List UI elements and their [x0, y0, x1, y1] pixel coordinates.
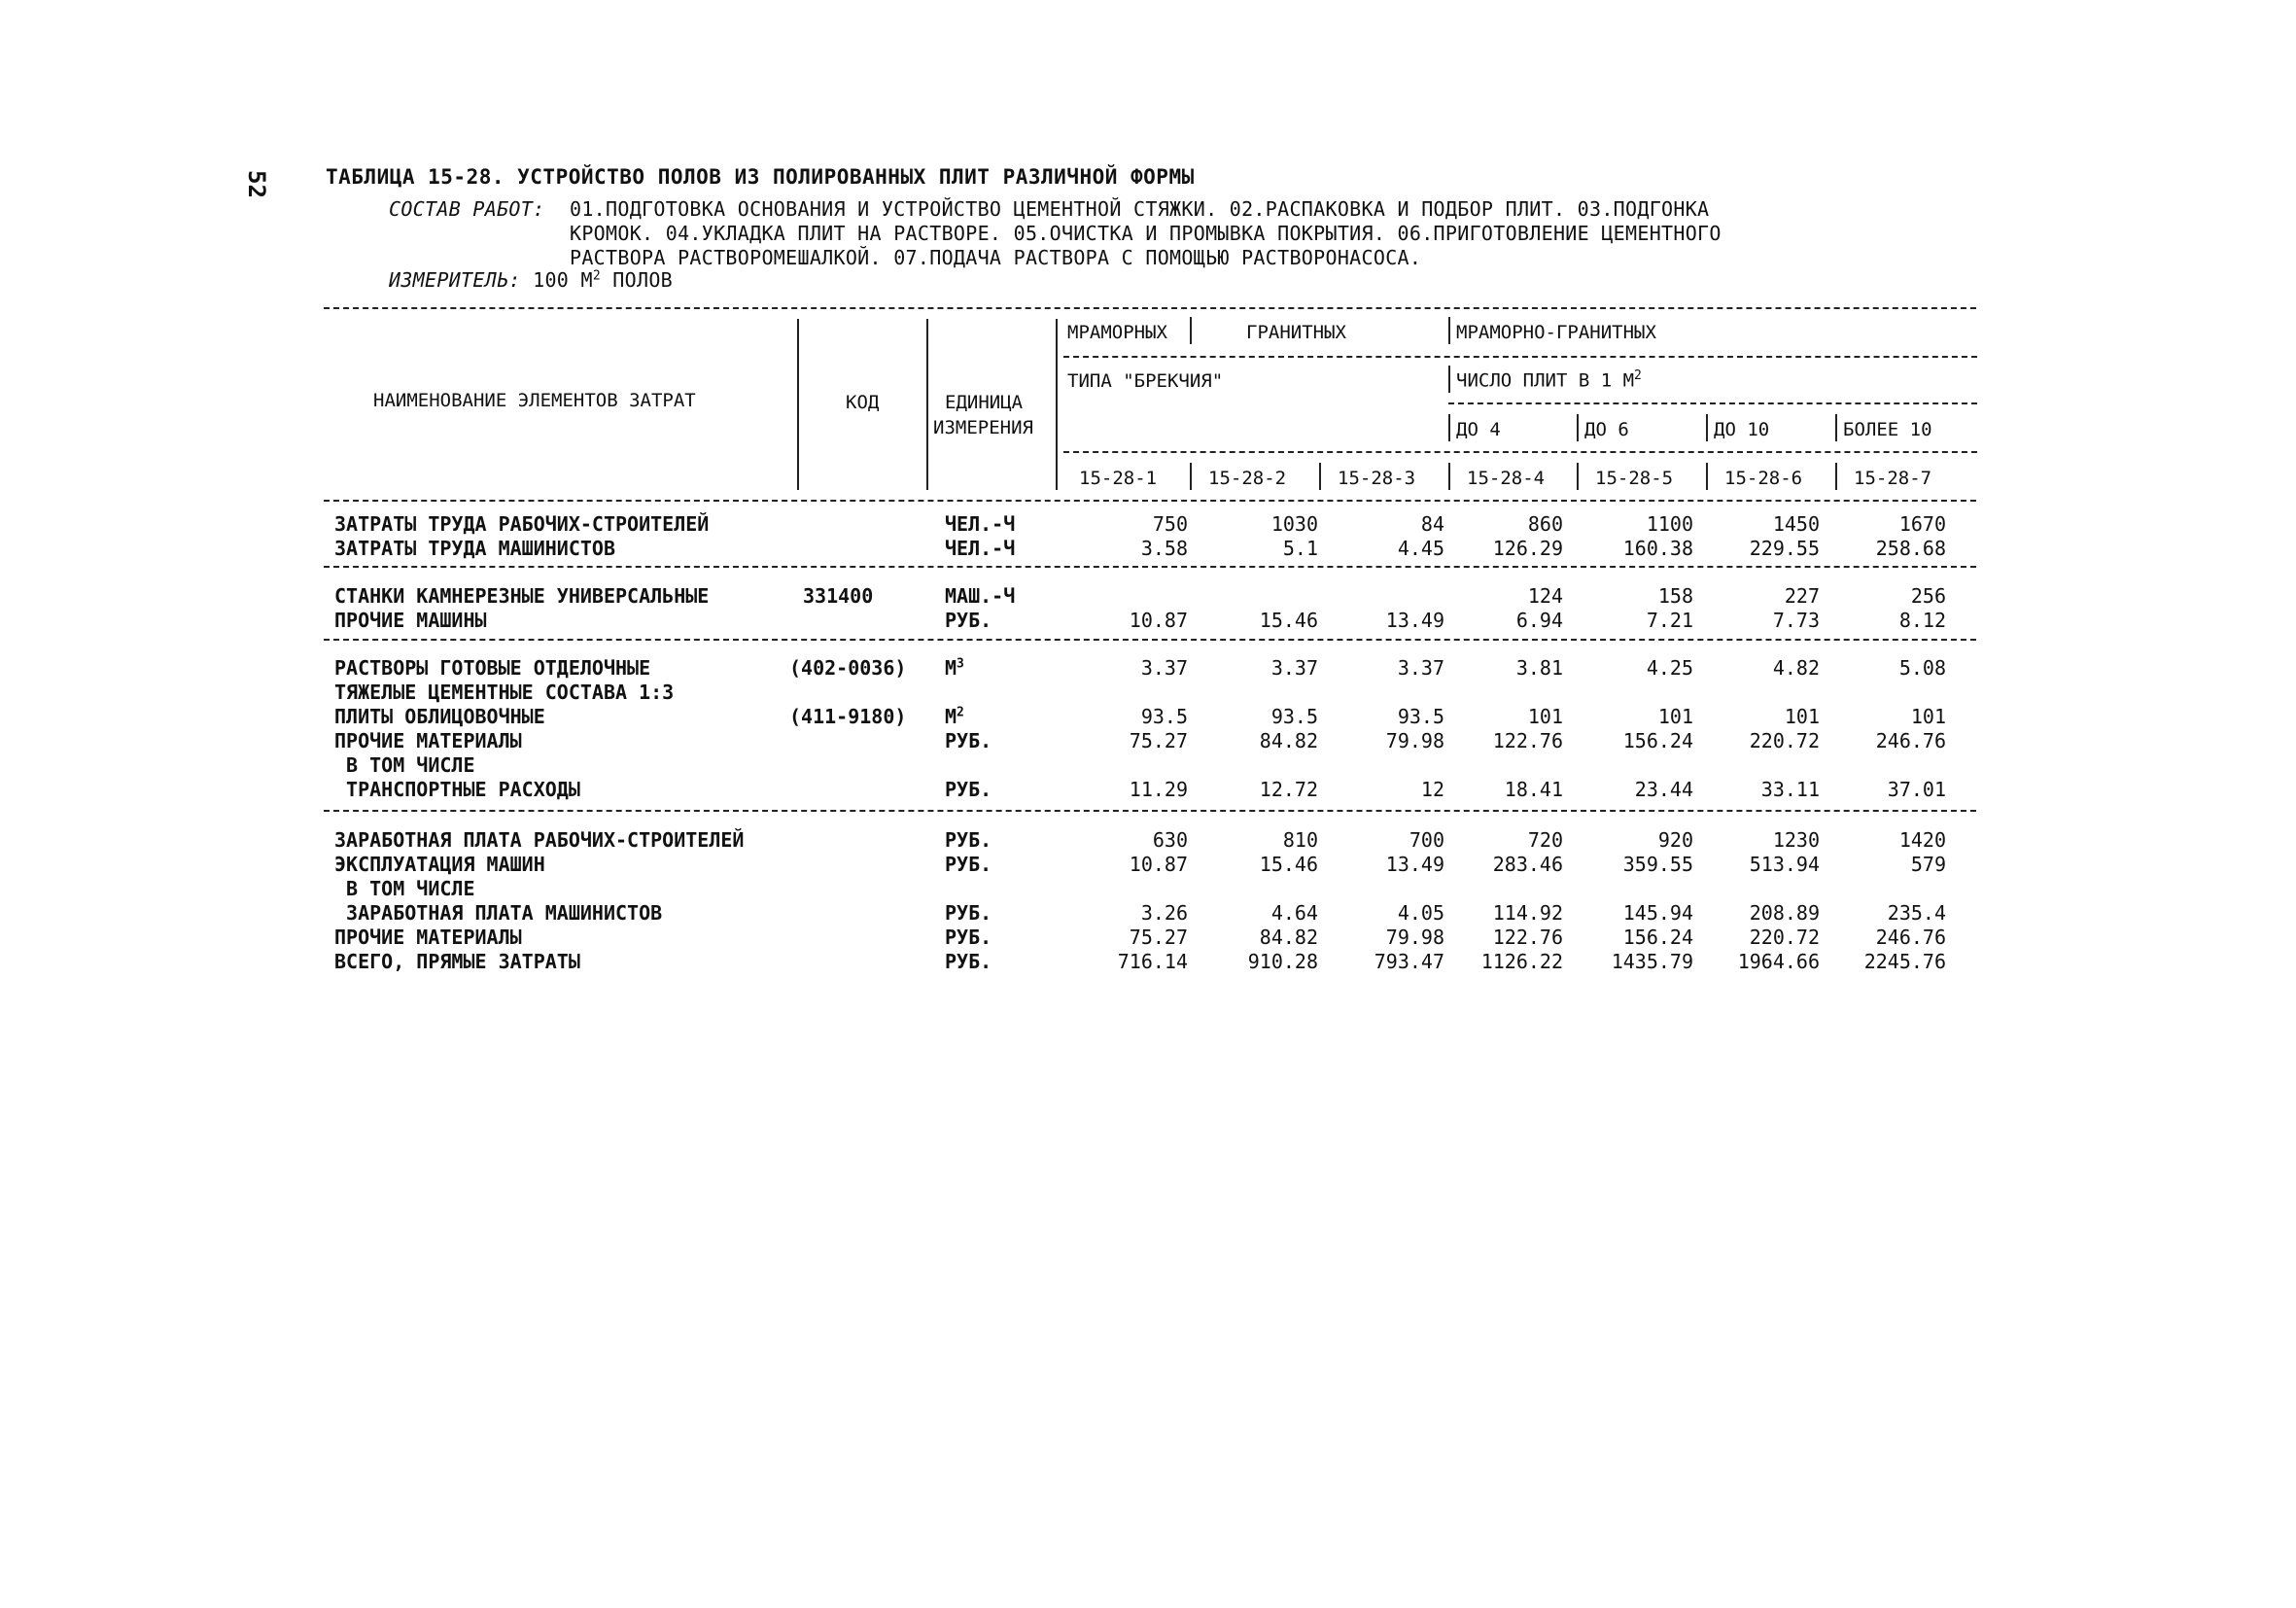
row-value: 12: [1420, 778, 1444, 801]
row-value: 810: [1282, 828, 1318, 852]
row-unit: [945, 828, 991, 852]
row-value: 13.49: [1385, 609, 1444, 632]
header-vline-r2: [1577, 414, 1579, 441]
row-value: 1670: [1898, 512, 1946, 536]
group-separator: [324, 810, 1976, 812]
group-separator: [324, 639, 1976, 641]
row-value: 93.5: [1270, 705, 1318, 728]
header-vline-marble: [1190, 317, 1192, 344]
header-plates-count: [1456, 368, 1642, 391]
header-vline-c2: [1190, 463, 1192, 490]
row-value: 359.55: [1622, 853, 1693, 876]
row-value: 1435.79: [1611, 950, 1693, 973]
row-value: 910.28: [1247, 950, 1318, 973]
row-value: 101: [1910, 705, 1946, 728]
row-value: 4.05: [1397, 901, 1444, 925]
row-value: 1450: [1772, 512, 1820, 536]
row-code: 331400: [803, 584, 874, 608]
header-range-2: ДО 6: [1584, 419, 1629, 440]
row-unit-text: ЧЕЛ.-Ч: [945, 537, 1016, 560]
row-value: 10.87: [1129, 853, 1188, 876]
row-value: 246.76: [1875, 926, 1946, 949]
row-unit-text: РУБ.: [945, 828, 992, 852]
row-value: 256: [1910, 584, 1946, 608]
row-value: 84.82: [1259, 926, 1318, 949]
row-code: (402-0036): [789, 656, 907, 680]
row-value: 229.55: [1749, 537, 1820, 560]
row-value: 258.68: [1875, 537, 1946, 560]
row-value: 4.82: [1772, 656, 1820, 680]
header-vline-unit: [1056, 319, 1058, 490]
header-granite: ГРАНИТНЫХ: [1246, 322, 1346, 343]
row-name: ЗАРАБОТНАЯ ПЛАТА МАШИНИСТОВ: [334, 901, 663, 925]
page-number: 52: [243, 170, 270, 198]
row-value: 122.76: [1492, 729, 1563, 752]
row-value: 156.24: [1622, 729, 1693, 752]
row-name: ПРОЧИЕ МАШИНЫ: [334, 609, 487, 632]
row-unit: [945, 656, 964, 680]
row-value: 158: [1657, 584, 1693, 608]
header-vline-plates: [1448, 366, 1450, 393]
row-value: 101: [1784, 705, 1820, 728]
row-value: 33.11: [1760, 778, 1820, 801]
header-unit-col-2: ИЗМЕРЕНИЯ: [933, 417, 1033, 438]
row-value: 12.72: [1259, 778, 1318, 801]
row-value: 860: [1527, 512, 1563, 536]
row-value: 750: [1152, 512, 1188, 536]
row-value: 4.25: [1646, 656, 1693, 680]
row-unit-text: РУБ.: [945, 729, 992, 752]
row-name: ЗАТРАТЫ ТРУДА РАБОЧИХ-СТРОИТЕЛЕЙ: [334, 512, 710, 536]
row-value: 84.82: [1259, 729, 1318, 752]
header-range-1: ДО 4: [1456, 419, 1501, 440]
row-unit: [945, 950, 991, 973]
row-value: 920: [1657, 828, 1693, 852]
header-vline-code: [926, 319, 928, 490]
row-value: 720: [1527, 828, 1563, 852]
row-value: 114.92: [1492, 901, 1563, 925]
row-value: 23.44: [1634, 778, 1693, 801]
row-value: 1126.22: [1480, 950, 1563, 973]
row-value: 227: [1784, 584, 1820, 608]
row-name: ЗАРАБОТНАЯ ПЛАТА РАБОЧИХ-СТРОИТЕЛЕЙ: [334, 828, 745, 852]
row-unit-text: РУБ.: [945, 901, 992, 925]
header-rule-2: [1448, 402, 1977, 404]
header-vline-r4: [1835, 414, 1837, 441]
row-value: 8.12: [1898, 609, 1946, 632]
row-value: 156.24: [1622, 926, 1693, 949]
row-name: ПРОЧИЕ МАТЕРИАЛЫ: [334, 729, 522, 752]
row-value: 6.94: [1515, 609, 1563, 632]
measure-suffix: ПОЛОВ: [600, 268, 674, 292]
row-value: 93.5: [1140, 705, 1188, 728]
row-value: 283.46: [1492, 853, 1563, 876]
row-unit-sup: 3: [957, 656, 964, 672]
row-name: ПЛИТЫ ОБЛИЦОВОЧНЫЕ: [334, 705, 545, 728]
row-value: 3.37: [1397, 656, 1444, 680]
row-value: 630: [1152, 828, 1188, 852]
row-value: 122.76: [1492, 926, 1563, 949]
header-bottom-rule: [324, 500, 1976, 502]
row-value: 579: [1910, 853, 1946, 876]
row-value: 18.41: [1504, 778, 1563, 801]
row-name: В ТОМ ЧИСЛЕ: [334, 753, 475, 777]
header-breccia: ТИПА "БРЕКЧИЯ": [1067, 370, 1224, 392]
row-value: 716.14: [1117, 950, 1188, 973]
header-range-3: ДО 10: [1714, 419, 1770, 440]
row-value: 3.81: [1515, 656, 1563, 680]
row-unit: [945, 609, 991, 632]
header-vline-c5: [1577, 463, 1579, 490]
header-code-col: КОД: [846, 392, 880, 413]
row-value: 1100: [1646, 512, 1693, 536]
row-value: 79.98: [1385, 926, 1444, 949]
header-vline-r3: [1706, 414, 1708, 441]
header-vline-c3: [1319, 463, 1321, 490]
row-unit-text: РУБ.: [945, 609, 992, 632]
header-code-6: 15-28-6: [1724, 468, 1803, 489]
row-unit: [945, 853, 991, 876]
header-code-4: 15-28-4: [1467, 468, 1546, 489]
measure-value: 100 М: [533, 268, 593, 292]
measure-line: [389, 268, 673, 292]
table-top-rule: [324, 307, 1976, 309]
row-value: 15.46: [1259, 609, 1318, 632]
header-rule-3: [1063, 451, 1977, 453]
measure-label: ИЗМЕРИТЕЛЬ:: [389, 268, 521, 292]
row-value: 7.73: [1772, 609, 1820, 632]
row-value: 4.45: [1397, 537, 1444, 560]
row-value: 5.08: [1898, 656, 1946, 680]
table-title: ТАБЛИЦА 15-28. УСТРОЙСТВО ПОЛОВ ИЗ ПОЛИРОВАННЫХ ПЛИТ РАЗЛИЧНОЙ ФОРМЫ: [326, 165, 1195, 189]
row-name: ПРОЧИЕ МАТЕРИАЛЫ: [334, 926, 522, 949]
row-value: 235.4: [1887, 901, 1946, 925]
row-name: ЭКСПЛУАТАЦИЯ МАШИН: [334, 853, 545, 876]
header-vline-r1: [1448, 414, 1450, 441]
composition-line-1: 01.ПОДГОТОВКА ОСНОВАНИЯ И УСТРОЙСТВО ЦЕМЕНТНОЙ СТЯЖКИ. 02.РАСПАКОВКА И ПОДБОР ПЛИТ. 03.ПОДГОНКА: [570, 197, 1710, 221]
row-value: 220.72: [1749, 926, 1820, 949]
header-range-4: БОЛЕЕ 10: [1843, 419, 1932, 440]
row-value: 3.37: [1140, 656, 1188, 680]
row-unit: [945, 926, 991, 949]
row-value: 2245.76: [1863, 950, 1946, 973]
row-unit-text: МАШ.-Ч: [945, 584, 1016, 608]
row-unit-text: РУБ.: [945, 853, 992, 876]
row-value: 145.94: [1622, 901, 1693, 925]
row-value: 37.01: [1887, 778, 1946, 801]
row-unit-text: М: [945, 705, 957, 728]
row-value: 15.46: [1259, 853, 1318, 876]
row-unit-text: ЧЕЛ.-Ч: [945, 512, 1016, 536]
header-code-7: 15-28-7: [1854, 468, 1932, 489]
row-value: 1964.66: [1737, 950, 1820, 973]
row-unit-text: РУБ.: [945, 778, 992, 801]
header-vline-granite: [1448, 317, 1450, 344]
row-value: 220.72: [1749, 729, 1820, 752]
header-marble: МРАМОРНЫХ: [1067, 322, 1167, 343]
header-code-3: 15-28-3: [1338, 468, 1416, 489]
row-unit-sup: 2: [957, 705, 964, 720]
row-code: (411-9180): [789, 705, 907, 728]
row-name: СТАНКИ КАМНЕРЕЗНЫЕ УНИВЕРСАЛЬНЫЕ: [334, 584, 710, 608]
row-value: 700: [1409, 828, 1444, 852]
row-value: 79.98: [1385, 729, 1444, 752]
header-name-col: НАИМЕНОВАНИЕ ЭЛЕМЕНТОВ ЗАТРАТ: [373, 390, 696, 411]
header-vline-c7: [1835, 463, 1837, 490]
header-rule-1: [1063, 356, 1977, 358]
row-value: 10.87: [1129, 609, 1188, 632]
row-name: РАСТВОРЫ ГОТОВЫЕ ОТДЕЛОЧНЫЕ: [334, 656, 651, 680]
row-value: 13.49: [1385, 853, 1444, 876]
row-value: 3.58: [1140, 537, 1188, 560]
row-name: ЗАТРАТЫ ТРУДА МАШИНИСТОВ: [334, 537, 615, 560]
header-marble-granite: МРАМОРНО-ГРАНИТНЫХ: [1456, 322, 1656, 343]
row-unit: [945, 512, 1015, 536]
row-unit-text: РУБ.: [945, 926, 992, 949]
row-value: 1230: [1772, 828, 1820, 852]
measure-sup: 2: [592, 268, 601, 284]
row-name: ТЯЖЕЛЫЕ ЦЕМЕНТНЫЕ СОСТАВА 1:3: [334, 681, 675, 704]
row-value: 93.5: [1397, 705, 1444, 728]
row-name: В ТОМ ЧИСЛЕ: [334, 877, 475, 900]
group-separator: [324, 566, 1976, 568]
row-value: 5.1: [1282, 537, 1318, 560]
row-unit: [945, 537, 1015, 560]
row-value: 208.89: [1749, 901, 1820, 925]
row-value: 84: [1420, 512, 1444, 536]
row-name: ВСЕГО, ПРЯМЫЕ ЗАТРАТЫ: [334, 950, 580, 973]
header-plates-sup: 2: [1634, 368, 1642, 383]
composition-label: СОСТАВ РАБОТ:: [389, 197, 545, 221]
row-unit: [945, 729, 991, 752]
row-value: 1030: [1270, 512, 1318, 536]
row-unit-text: РУБ.: [945, 950, 992, 973]
composition-line-3: РАСТВОРА РАСТВОРОМЕШАЛКОЙ. 07.ПОДАЧА РАСТВОРА С ПОМОЩЬЮ РАСТВОРОНАСОСА.: [570, 246, 1422, 269]
row-value: 126.29: [1492, 537, 1563, 560]
row-value: 75.27: [1129, 926, 1188, 949]
row-value: 1420: [1898, 828, 1946, 852]
header-code-1: 15-28-1: [1079, 468, 1158, 489]
header-vline-c6: [1706, 463, 1708, 490]
row-value: 7.21: [1646, 609, 1693, 632]
row-value: 3.26: [1140, 901, 1188, 925]
row-unit: [945, 705, 964, 728]
row-value: 101: [1527, 705, 1563, 728]
header-unit-col-1: ЕДИНИЦА: [945, 392, 1024, 413]
composition-line-2: КРОМОК. 04.УКЛАДКА ПЛИТ НА РАСТВОРЕ. 05.ОЧИСТКА И ПРОМЫВКА ПОКРЫТИЯ. 06.ПРИГОТОВЛЕНИЕ ЦЕМЕНТНОГО: [570, 222, 1722, 245]
row-value: 160.38: [1622, 537, 1693, 560]
row-value: 513.94: [1749, 853, 1820, 876]
header-code-2: 15-28-2: [1208, 468, 1287, 489]
header-plates-count-text: ЧИСЛО ПЛИТ В 1 М: [1456, 369, 1635, 392]
header-vline-c4: [1448, 463, 1450, 490]
row-value: 3.37: [1270, 656, 1318, 680]
row-value: 793.47: [1374, 950, 1444, 973]
row-value: 124: [1527, 584, 1563, 608]
row-unit: [945, 901, 991, 925]
header-code-5: 15-28-5: [1595, 468, 1674, 489]
header-vline-name: [797, 319, 799, 490]
row-unit-text: М: [945, 656, 957, 680]
row-value: 11.29: [1129, 778, 1188, 801]
row-unit: [945, 584, 1015, 608]
row-value: 4.64: [1270, 901, 1318, 925]
row-value: 75.27: [1129, 729, 1188, 752]
row-value: 246.76: [1875, 729, 1946, 752]
row-unit: [945, 778, 991, 801]
row-name: ТРАНСПОРТНЫЕ РАСХОДЫ: [334, 778, 580, 801]
row-value: 101: [1657, 705, 1693, 728]
